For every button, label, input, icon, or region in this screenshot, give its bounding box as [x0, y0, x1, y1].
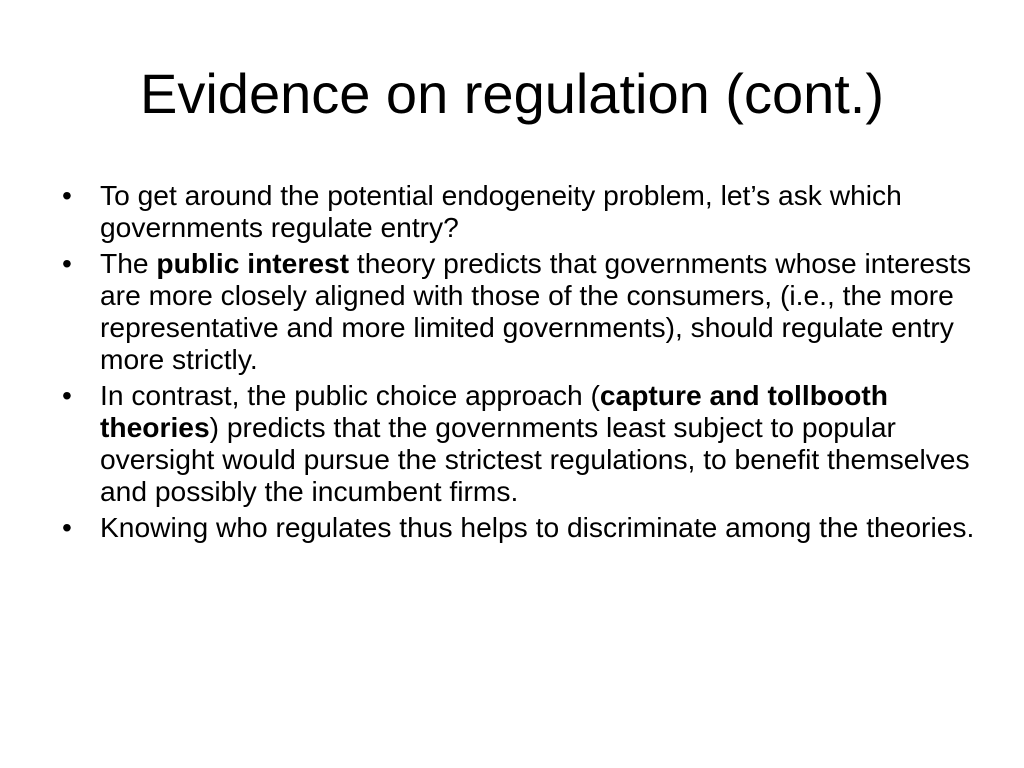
- bullet-dot-icon: •: [62, 179, 72, 211]
- bullet-text-segment: theory predicts that governments whose interests are more closely aligned with those of the consumers, (i.e., the more representative and more limited governments), should regulate entry more strictly.: [100, 247, 972, 375]
- bullet-text-segment: To get around the potential endogeneity problem, let’s ask which governments regulate entry?: [100, 179, 902, 243]
- bullet-list: [60, 179, 980, 547]
- slide-title: Evidence on regulation (cont.): [140, 62, 884, 125]
- bullet-bold-term: capture and tollbooth theories: [100, 379, 888, 443]
- bullet-text-segment: The: [100, 247, 157, 279]
- bullet-item: [60, 511, 980, 543]
- bullet-item: [60, 379, 980, 507]
- bullet-text-segment: ) predicts that the governments least subject to popular oversight would pursue the strictest regulations, to benefit themselves and possibly the incumbent firms.: [100, 411, 970, 507]
- bullet-text-segment: Knowing who regulates thus helps to discriminate among the theories.: [100, 511, 975, 543]
- bullet-dot-icon: •: [62, 379, 72, 411]
- bullet-dot-icon: •: [62, 511, 72, 543]
- bullet-bold-term: public interest: [156, 247, 350, 279]
- bullet-text-segment: In contrast, the public choice approach (: [100, 379, 600, 411]
- bullet-dot-icon: •: [62, 247, 72, 279]
- bullet-item: [60, 247, 980, 375]
- bullet-item: [60, 179, 980, 243]
